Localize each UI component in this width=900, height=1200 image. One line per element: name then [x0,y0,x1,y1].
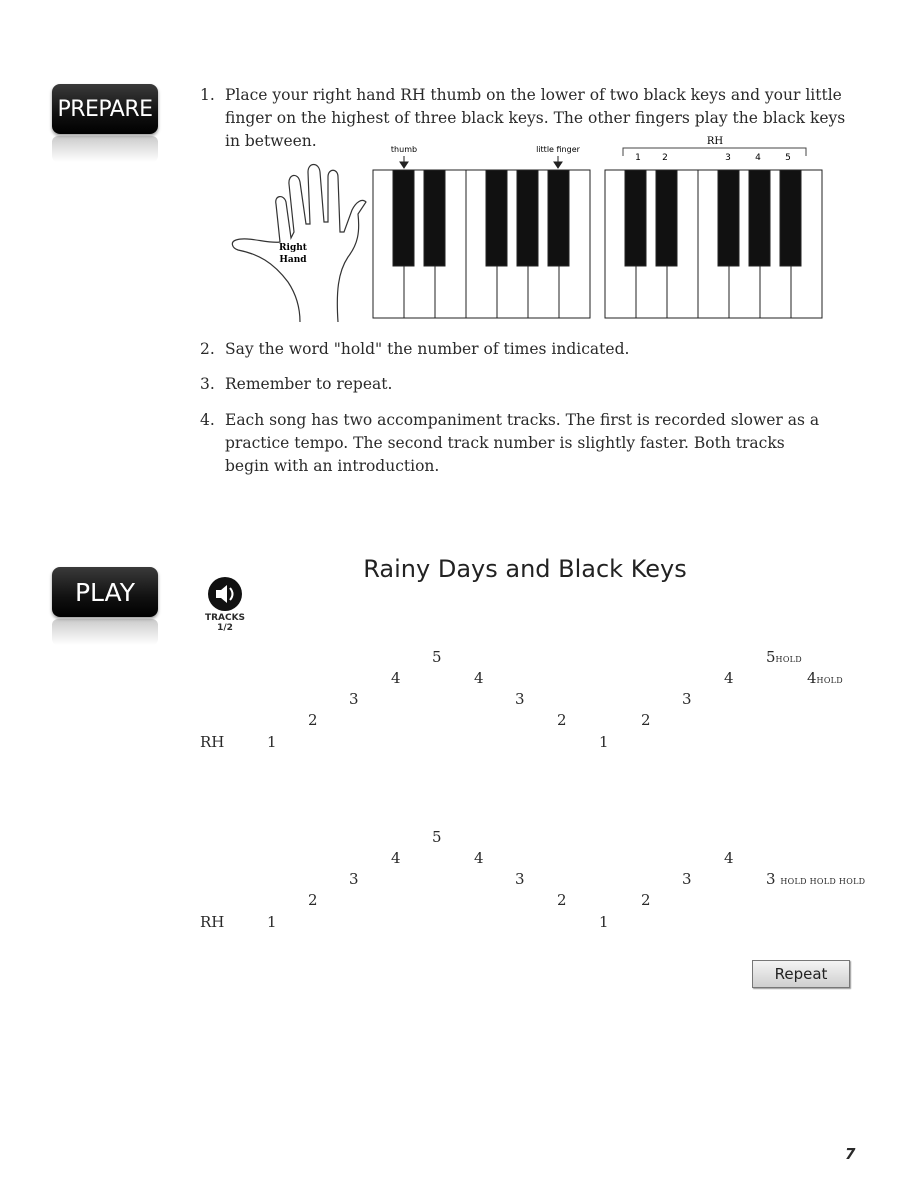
instruction-number: 4. [200,411,215,429]
instruction-number: 1. [200,86,215,104]
line2-note-hold [766,872,865,889]
line1-note: 3 [682,690,692,708]
line2-note: 3 [515,870,525,888]
line1-note: 1 [599,733,609,751]
line1-note: 4 [391,669,401,687]
prepare-badge [52,84,158,134]
line1-note: 4 [474,669,484,687]
line2-note: 3 [682,870,692,888]
line2-note: 4 [391,849,401,867]
little-finger-label: little finger [536,145,580,154]
instruction-number: 3. [200,375,215,393]
rh-figure-label: RH [706,136,724,147]
finger-3: 3 [725,153,731,163]
note-number: 5 [766,648,776,666]
page-number: 7 [845,1145,856,1163]
line1-note: 4 [724,669,734,687]
play-badge [52,567,158,617]
line1-note: 1 [267,733,277,751]
tracks-text: TRACKS [204,613,246,623]
finger-2: 2 [662,153,668,163]
finger-4: 4 [755,153,761,163]
line1-hand-label: RH [200,733,225,751]
note-number: 3 [766,870,776,888]
instruction-3 [200,373,860,396]
keyboard-left [373,170,590,318]
little-finger-arrow-icon [554,156,562,168]
instruction-number: 2. [200,340,215,358]
line1-note: 3 [515,690,525,708]
finger-5: 5 [785,153,791,163]
line2-note: 2 [557,891,567,909]
instruction-4 [200,409,820,478]
hold-marker: HOLD [775,655,803,664]
line2-note: 3 [349,870,359,888]
finger-1: 1 [635,153,641,163]
line2-note: 1 [267,913,277,931]
hand-label-hand: Hand [279,255,307,265]
line2-hand-label: RH [200,913,225,931]
thumb-arrow-icon [400,156,408,168]
line2-note: 2 [308,891,318,909]
badge-reflection [52,619,158,645]
play-badge-label: PLAY [74,577,135,607]
instruction-2 [200,338,860,361]
line1-note-hold [766,650,802,667]
line1-note: 2 [641,711,651,729]
keyboard-right [605,170,822,318]
note-number: 4 [807,669,817,687]
prepare-badge-label: PREPARE [57,96,153,122]
tracks-number: 1/2 [217,623,233,633]
instruction-text: Remember to repeat. [225,375,393,393]
line1-note-hold [807,671,843,688]
line2-note: 2 [641,891,651,909]
line2-note: 5 [432,828,442,846]
hand-label-right: Right [279,243,307,253]
instruction-text: Each song has two accompaniment tracks. The first is recorded slower as a practice tempo. The second track number is slightly faster. Both tracks begin with an introduction. [225,411,820,475]
song-title: Rainy Days and Black Keys [363,555,687,583]
line1-note: 2 [308,711,318,729]
hold-marker: HOLD HOLD HOLD [780,877,866,886]
badge-reflection [52,136,158,162]
thumb-label: thumb [390,145,418,154]
instruction-text: Say the word "hold" the number of times indicated. [225,340,630,358]
hold-marker: HOLD [816,676,844,685]
line2-note: 4 [724,849,734,867]
tracks-label [198,613,252,633]
line2-note: 4 [474,849,484,867]
line1-note: 2 [557,711,567,729]
line1-note: 3 [349,690,359,708]
keyboard-figure [228,132,828,322]
instruction-text: Place your right hand RH thumb on the lower of two black keys and your little finger on the highest of three black keys. The other fingers play the black keys in between. [225,86,846,150]
rh-bracket [623,148,806,156]
line1-note: 5 [432,648,442,666]
line2-note: 1 [599,913,609,931]
speaker-icon[interactable] [206,576,244,612]
repeat-button[interactable]: Repeat [752,960,850,988]
